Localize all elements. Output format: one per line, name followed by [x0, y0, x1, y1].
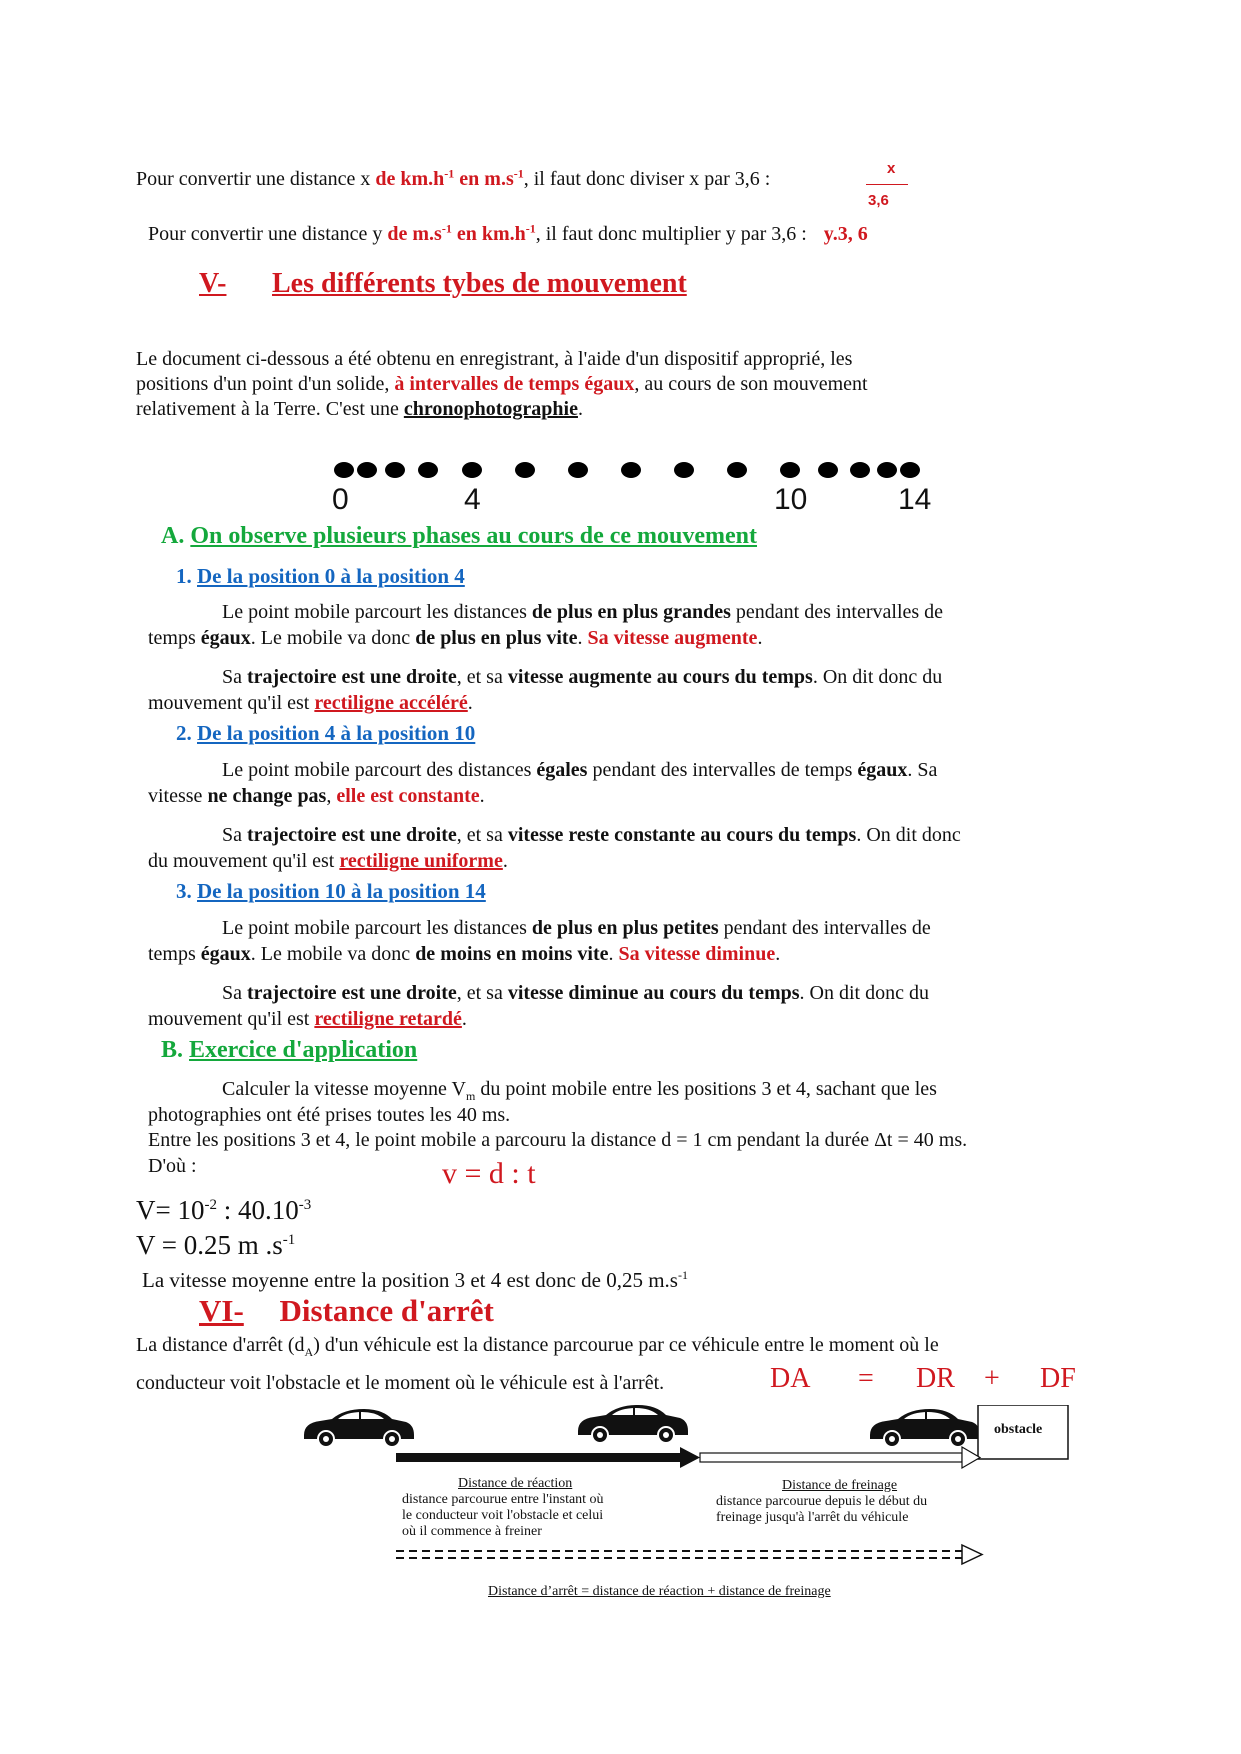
calculation-2: [136, 1230, 295, 1261]
text: V = 0.25 m .s: [136, 1230, 283, 1260]
phase-3-line-4: [148, 1008, 467, 1031]
result-text: y.3, 6: [823, 223, 868, 245]
phase-3-line-1: [222, 917, 931, 940]
phase-2-line-3: [222, 824, 961, 847]
text: Pour convertir une distance y: [148, 223, 388, 245]
text: , et sa: [456, 824, 508, 846]
heading-number: 2.: [176, 721, 192, 745]
emphasis: égaux: [200, 627, 251, 649]
phase-2-line-2: [148, 785, 485, 808]
text: . Le mobile va donc: [250, 627, 416, 649]
braking-text: distance parcourue depuis le début du: [716, 1494, 928, 1509]
chrono-dot: [674, 462, 694, 478]
unit-text: de km.h: [375, 168, 445, 190]
exponent: -1: [513, 166, 524, 181]
text: Sa: [222, 824, 247, 846]
text: vitesse: [148, 785, 208, 807]
part-a-heading: [161, 523, 757, 550]
emphasis: trajectoire est une droite: [247, 982, 457, 1004]
text: , et sa: [456, 982, 508, 1004]
braking-title: Distance de freinage: [782, 1478, 898, 1493]
heading-number: 1.: [176, 564, 192, 588]
chrono-dot: [357, 462, 377, 478]
part-b-heading: [161, 1037, 417, 1064]
chrono-dot: [418, 462, 438, 478]
exercise-line-1: [222, 1078, 937, 1101]
unit-text: en km.h: [451, 223, 526, 245]
eq-plus: +: [984, 1363, 1000, 1394]
text: mouvement qu'il est: [148, 1008, 315, 1030]
text: temps: [148, 627, 201, 649]
braking-arrow: [700, 1453, 962, 1462]
fraction-denominator: 3,6: [868, 192, 889, 209]
phase-3-line-2: [148, 943, 780, 966]
chrono-dot: [515, 462, 535, 478]
subscript: m: [466, 1089, 476, 1103]
heading-letter: A.: [161, 523, 185, 549]
eq-da: DA: [770, 1363, 811, 1394]
emphasis: vitesse diminue au cours du temps: [507, 982, 800, 1004]
reaction-text: le conducteur voit l'obstacle et celui: [402, 1508, 604, 1523]
calculation-1: [136, 1195, 311, 1226]
chrono-dot: [877, 462, 897, 478]
text: , il faut donc diviser x par 3,6 :: [523, 168, 771, 190]
text: .: [757, 627, 763, 649]
text: mouvement qu'il est: [148, 692, 315, 714]
reaction-text: distance parcourue entre l'instant où: [402, 1492, 604, 1507]
emphasis: chronophotographie: [403, 398, 578, 420]
eq-equals: =: [858, 1363, 874, 1394]
conversion-line-2: [148, 223, 868, 246]
braking-text: freinage jusqu'à l'arrêt du véhicule: [716, 1510, 909, 1525]
emphasis: égaux: [857, 759, 908, 781]
section-6-line-2: conducteur voit l'obstacle et le moment où le véhicule est à l'arrêt.: [136, 1372, 665, 1394]
chrono-dot: [727, 462, 747, 478]
exponent: -1: [282, 1232, 296, 1248]
chrono-dot: [621, 462, 641, 478]
exponent: -1: [525, 221, 536, 236]
text: .: [479, 785, 485, 807]
heading-number: VI-: [199, 1293, 244, 1328]
text: du point mobile entre les positions 3 et 4, sachant que les: [475, 1078, 937, 1100]
text: . On dit donc du: [812, 666, 943, 688]
emphasis: à intervalles de temps égaux: [394, 373, 635, 395]
heading-title: De la position 10 à la position 14: [197, 879, 486, 903]
emphasis: rectiligne accéléré: [314, 692, 468, 714]
chrono-dot: [334, 462, 354, 478]
emphasis: de plus en plus grandes: [531, 601, 731, 623]
text: .: [608, 943, 619, 965]
exercise-line-4: D'où :: [148, 1155, 197, 1177]
reaction-block: [402, 1476, 604, 1540]
emphasis: vitesse augmente au cours du temps: [507, 666, 813, 688]
fraction-numerator: x: [887, 160, 896, 177]
emphasis: égaux: [200, 943, 251, 965]
text: La vitesse moyenne entre la position 3 et 4 est donc de 0,25 m.s: [142, 1268, 678, 1292]
phase-2-line-1: [222, 759, 937, 782]
emphasis: rectiligne uniforme: [339, 850, 503, 872]
reaction-title: Distance de réaction: [458, 1476, 573, 1491]
chrono-label: 10: [774, 483, 808, 516]
section-6-line-1: [136, 1334, 939, 1357]
emphasis: de moins en moins vite: [415, 943, 609, 965]
text: .: [461, 1008, 467, 1030]
text: .: [577, 398, 583, 420]
emphasis: trajectoire est une droite: [247, 666, 457, 688]
heading-title: Exercice d'application: [189, 1037, 418, 1063]
text: pendant des intervalles de: [718, 917, 931, 939]
chrono-dot: [568, 462, 588, 478]
emphasis: ne change pas: [207, 785, 327, 807]
text: Calculer la vitesse moyenne V: [222, 1078, 467, 1100]
text: , il faut donc multiplier y par 3,6 :: [535, 223, 807, 245]
unit-text: de m.s: [387, 223, 442, 245]
text: .: [775, 943, 781, 965]
text: .: [467, 692, 473, 714]
emphasis: de plus en plus vite: [415, 627, 578, 649]
car-icon: [578, 1405, 688, 1443]
heading-title: De la position 0 à la position 4: [197, 564, 465, 588]
exercise-result: [142, 1268, 688, 1293]
exercise-line-3: Entre les positions 3 et 4, le point mobile a parcouru la distance d = 1 cm pendant la durée Δt = 40 ms.: [148, 1129, 968, 1151]
exponent: -1: [677, 1268, 688, 1282]
formula: v = d : t: [442, 1157, 536, 1190]
text: positions d'un point d'un solide,: [136, 373, 395, 395]
phase-1-line-4: [148, 692, 473, 715]
intro-line-2: [136, 373, 868, 396]
car-icon: [304, 1409, 414, 1447]
emphasis: de plus en plus petites: [531, 917, 719, 939]
obstacle-label: obstacle: [994, 1422, 1043, 1437]
text: ,: [326, 785, 337, 807]
phase-1-line-1: [222, 601, 943, 624]
heading-title: Distance d'arrêt: [279, 1293, 494, 1328]
eq-dr: DR: [916, 1363, 955, 1394]
exponent: -2: [204, 1197, 217, 1213]
section-6-heading: [199, 1293, 494, 1329]
text: temps: [148, 943, 201, 965]
text: ) d'un véhicule est la distance parcourue par ce véhicule entre le moment où le: [313, 1334, 939, 1356]
phase-3-line-3: [222, 982, 929, 1005]
braking-block: [716, 1478, 927, 1526]
heading-title: De la position 4 à la position 10: [197, 721, 476, 745]
text: La distance d'arrêt (d: [136, 1334, 305, 1356]
chrono-label: 4: [464, 483, 481, 516]
text: . On dit donc du: [799, 982, 929, 1004]
chrono-dot: [385, 462, 405, 478]
fraction-bar: [866, 184, 908, 185]
emphasis: elle est constante: [336, 785, 480, 807]
text: .: [502, 850, 508, 872]
exponent: -3: [298, 1197, 312, 1213]
phase-1-line-2: [148, 627, 762, 650]
text: , et sa: [456, 666, 508, 688]
chrono-dot: [462, 462, 482, 478]
chrono-dot: [780, 462, 800, 478]
emphasis: vitesse reste constante au cours du temps: [507, 824, 857, 846]
text: , au cours de son mouvement: [634, 373, 868, 395]
text: Pour convertir une distance x: [136, 168, 376, 190]
emphasis: trajectoire est une droite: [247, 824, 457, 846]
text: Le point mobile parcourt les distances: [222, 601, 532, 623]
intro-line-1: Le document ci-dessous a été obtenu en enregistrant, à l'aide d'un dispositif approprié, les: [136, 348, 853, 370]
text: V= 10: [136, 1195, 205, 1225]
intro-line-3: [136, 398, 583, 421]
text: pendant des intervalles de: [730, 601, 944, 623]
chrono-dot: [818, 462, 838, 478]
text: .: [577, 627, 588, 649]
subscript: A: [304, 1345, 314, 1359]
heading-title: On observe plusieurs phases au cours de ce mouvement: [190, 523, 758, 549]
text: Le point mobile parcourt des distances: [222, 759, 537, 781]
chrono-dot: [900, 462, 920, 478]
conversion-line-1: [136, 168, 770, 191]
text: Sa: [222, 982, 247, 1004]
text: . Sa: [907, 759, 938, 781]
eq-df: DF: [1040, 1363, 1076, 1394]
text: relativement à la Terre. C'est une: [136, 398, 404, 420]
car-icon: [870, 1409, 980, 1447]
heading-number: 3.: [176, 879, 192, 903]
phase-2-line-4: [148, 850, 508, 873]
exercise-line-2: photographies ont été prises toutes les 40 ms.: [148, 1104, 511, 1126]
text: pendant des intervalles de temps: [587, 759, 858, 781]
emphasis: égales: [536, 759, 588, 781]
reaction-text: où il commence à freiner: [402, 1524, 542, 1539]
text: du mouvement qu'il est: [148, 850, 340, 872]
exponent: -1: [441, 221, 452, 236]
exponent: -1: [444, 166, 455, 181]
text: Sa: [222, 666, 247, 688]
heading-letter: B.: [161, 1037, 184, 1063]
text: Le point mobile parcourt les distances: [222, 917, 532, 939]
emphasis: rectiligne retardé: [314, 1008, 462, 1030]
chrono-label: 0: [332, 483, 349, 516]
phase-1-heading: [176, 564, 465, 589]
text: . Le mobile va donc: [250, 943, 416, 965]
emphasis: Sa vitesse augmente: [587, 627, 758, 649]
unit-text: en m.s: [454, 168, 514, 190]
chrono-label: 14: [898, 483, 932, 516]
phase-3-heading: [176, 879, 486, 904]
chrono-dot: [850, 462, 870, 478]
emphasis: Sa vitesse diminue: [618, 943, 776, 965]
reaction-arrow-head: [680, 1447, 700, 1468]
section-5-number: V-: [199, 268, 227, 299]
text: . On dit donc: [856, 824, 961, 846]
section-5-title: Les différents tybes de mouvement: [272, 268, 687, 299]
reaction-arrow: [396, 1453, 682, 1462]
text: : 40.10: [216, 1195, 299, 1225]
total-arrow-head: [962, 1545, 982, 1564]
phase-2-heading: [176, 721, 475, 746]
total-distance-caption: Distance d’arrêt = distance de réaction + distance de freinage: [488, 1584, 831, 1599]
phase-1-line-3: [222, 666, 942, 689]
